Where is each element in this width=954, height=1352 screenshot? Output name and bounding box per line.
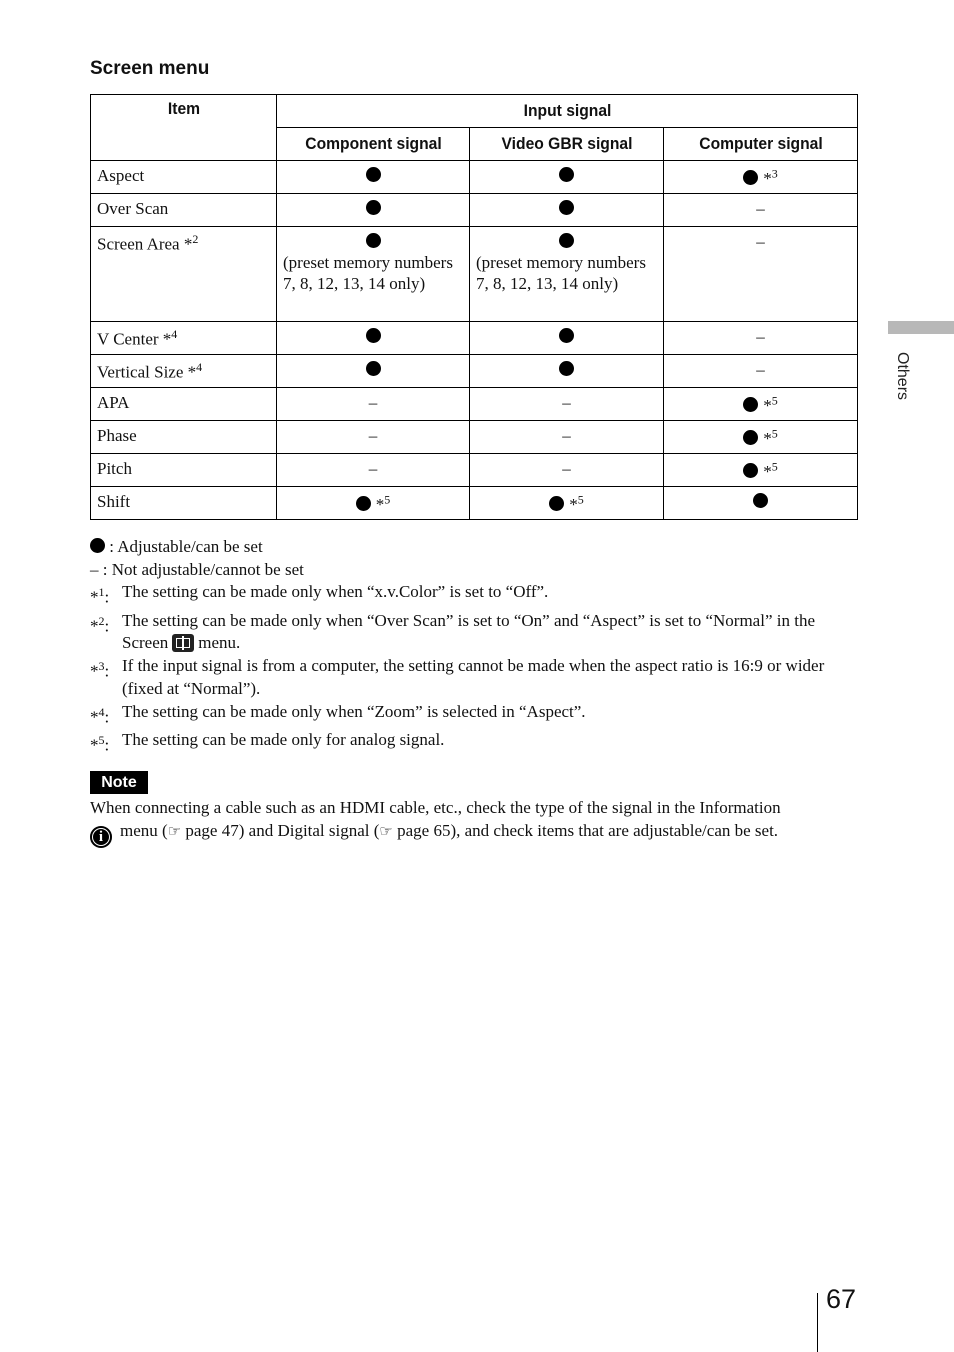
header-item: Item bbox=[98, 95, 269, 161]
adjustable-dot-icon bbox=[743, 430, 758, 445]
page-number-rule bbox=[817, 1293, 818, 1352]
header-input-signal: Input signal bbox=[300, 95, 835, 128]
row-item-label: Shift bbox=[91, 487, 277, 520]
screen-menu-table bbox=[90, 94, 858, 520]
table-row bbox=[91, 421, 858, 454]
not-adjustable-dash: – bbox=[756, 232, 765, 251]
side-tab-bar bbox=[888, 321, 954, 334]
legend-adjustable: : Adjustable/can be set bbox=[90, 536, 860, 559]
table-cell bbox=[277, 454, 470, 487]
not-adjustable-dash: – bbox=[562, 393, 571, 412]
header-component-signal: Component signal bbox=[284, 128, 462, 161]
note-text-3: page 47) and Digital signal ( bbox=[185, 820, 380, 840]
table-cell bbox=[277, 487, 470, 520]
footnote: *$^2$: The setting can be made only when “Over Scan” is set to “On” and “Aspect” is set to “Normal” in the Screen menu. bbox=[90, 610, 860, 655]
footnote-mark: *$^2$: bbox=[90, 613, 110, 636]
footnote-ref: *$^5$ bbox=[763, 459, 778, 481]
table-cell bbox=[664, 161, 858, 194]
table-row bbox=[91, 322, 858, 355]
table-cell bbox=[664, 227, 858, 322]
adjustable-dot-icon bbox=[366, 233, 381, 248]
table-cell bbox=[664, 454, 858, 487]
page-number: 67 bbox=[826, 1284, 857, 1314]
adjustable-dot-icon bbox=[366, 167, 381, 182]
footnote-ref: *$^5$ bbox=[763, 426, 778, 448]
table-row bbox=[91, 487, 858, 520]
table-body bbox=[91, 161, 858, 520]
footnote: *$^5$: The setting can be made only for analog signal. bbox=[90, 729, 860, 757]
row-item-label: Pitch bbox=[91, 454, 277, 487]
adjustable-dot-icon bbox=[90, 538, 105, 553]
row-item-label: Aspect bbox=[91, 161, 277, 194]
row-item-label: Phase bbox=[91, 421, 277, 454]
table-cell bbox=[664, 487, 858, 520]
legend bbox=[90, 536, 860, 757]
legend-not-adjustable: – : Not adjustable/cannot be set bbox=[90, 559, 304, 579]
table-row bbox=[91, 388, 858, 421]
table-cell bbox=[470, 421, 664, 454]
adjustable-dot-icon bbox=[559, 167, 574, 182]
adjustable-dot-icon bbox=[559, 200, 574, 215]
note-text-4: page 65), and check items that are adjustable/can be set. bbox=[397, 820, 779, 840]
table-cell bbox=[664, 388, 858, 421]
footnote-mark: *$^1$: bbox=[90, 585, 110, 608]
not-adjustable-dash: – bbox=[368, 426, 378, 445]
screen-menu-icon bbox=[172, 634, 194, 652]
footnote-ref: *$^5$ bbox=[763, 393, 778, 415]
not-adjustable-dash: – bbox=[756, 199, 765, 218]
not-adjustable-dash: – bbox=[562, 459, 571, 478]
table-cell bbox=[277, 355, 470, 388]
note-text-2: menu ( bbox=[120, 820, 168, 840]
not-adjustable-dash: – bbox=[368, 459, 378, 478]
row-item-label: Vertical Size *$^4$ bbox=[91, 355, 277, 388]
side-tab-label: Others bbox=[894, 352, 911, 401]
information-menu-icon: i bbox=[90, 826, 112, 848]
not-adjustable-dash: – bbox=[756, 327, 765, 346]
adjustable-dot-icon bbox=[366, 200, 381, 215]
adjustable-dot-icon bbox=[549, 496, 564, 511]
table-cell bbox=[277, 227, 470, 322]
footnote: *$^1$: The setting can be made only when “x.v.Color” is set to “Off”. bbox=[90, 581, 860, 609]
table-row bbox=[91, 355, 858, 388]
adjustable-dot-icon bbox=[753, 493, 768, 508]
row-item-label: Over Scan bbox=[91, 194, 277, 227]
note-badge: Note bbox=[90, 771, 148, 794]
cell-note: (preset memory numbers 7, 8, 12, 13, 14 only) bbox=[476, 253, 646, 293]
footnote-mark: *$^3$: bbox=[90, 659, 110, 681]
table-cell bbox=[664, 355, 858, 388]
footnote: *$^3$: If the input signal is from a computer, the setting cannot be made when the aspect ratio is 16:9 or wider (fixed at “Normal”). bbox=[90, 655, 860, 700]
section-title: Screen menu bbox=[90, 58, 210, 79]
adjustable-dot-icon bbox=[366, 361, 381, 376]
table-cell bbox=[470, 487, 664, 520]
footnote-ref: *$^5$ bbox=[569, 492, 584, 514]
table-cell bbox=[470, 194, 664, 227]
table-cell bbox=[470, 454, 664, 487]
table-cell bbox=[470, 227, 664, 322]
not-adjustable-dash: – bbox=[562, 426, 571, 445]
table-cell bbox=[470, 388, 664, 421]
table-row bbox=[91, 161, 858, 194]
table-cell bbox=[277, 161, 470, 194]
page-reference-icon: ☞ bbox=[379, 821, 393, 840]
adjustable-dot-icon bbox=[559, 361, 574, 376]
table-cell bbox=[664, 322, 858, 355]
footnote-ref: *$^3$ bbox=[763, 166, 778, 188]
adjustable-dot-icon bbox=[559, 233, 574, 248]
adjustable-dot-icon bbox=[559, 328, 574, 343]
table-cell bbox=[470, 322, 664, 355]
not-adjustable-dash: – bbox=[368, 393, 378, 412]
header-computer-signal: Computer signal bbox=[671, 128, 849, 161]
page-reference-icon: ☞ bbox=[167, 821, 182, 840]
table-cell bbox=[664, 421, 858, 454]
adjustable-dot-icon bbox=[743, 170, 758, 185]
table-cell bbox=[664, 194, 858, 227]
footnote-ref: *$^5$ bbox=[375, 492, 391, 514]
note-body bbox=[90, 797, 856, 848]
row-item-label: V Center *$^4$ bbox=[91, 322, 277, 355]
row-item-label: Screen Area *$^2$ bbox=[91, 227, 277, 322]
table-cell bbox=[470, 161, 664, 194]
table-cell bbox=[277, 194, 470, 227]
table-row bbox=[91, 454, 858, 487]
table-cell bbox=[277, 421, 470, 454]
table-cell bbox=[277, 388, 470, 421]
table-row bbox=[91, 194, 858, 227]
table-cell bbox=[470, 355, 664, 388]
footnote-mark: *$^5$: bbox=[90, 732, 110, 755]
table-row bbox=[91, 227, 858, 322]
not-adjustable-dash: – bbox=[756, 360, 765, 379]
adjustable-dot-icon bbox=[743, 397, 758, 412]
footnote: *$^4$: The setting can be made only when “Zoom” is selected in “Aspect”. bbox=[90, 701, 860, 729]
header-video-gbr-signal: Video GBR signal bbox=[477, 128, 655, 161]
adjustable-dot-icon bbox=[743, 463, 758, 478]
note-text-1: When connecting a cable such as an HDMI cable, etc., check the type of the signal in the Information bbox=[90, 798, 781, 817]
footnotes bbox=[90, 581, 860, 757]
footnote-mark: *$^4$: bbox=[90, 704, 110, 727]
cell-note: (preset memory numbers 7, 8, 12, 13, 14 only) bbox=[283, 253, 453, 293]
adjustable-dot-icon bbox=[366, 328, 381, 343]
adjustable-dot-icon bbox=[356, 496, 371, 511]
table-cell bbox=[277, 322, 470, 355]
row-item-label: APA bbox=[91, 388, 277, 421]
